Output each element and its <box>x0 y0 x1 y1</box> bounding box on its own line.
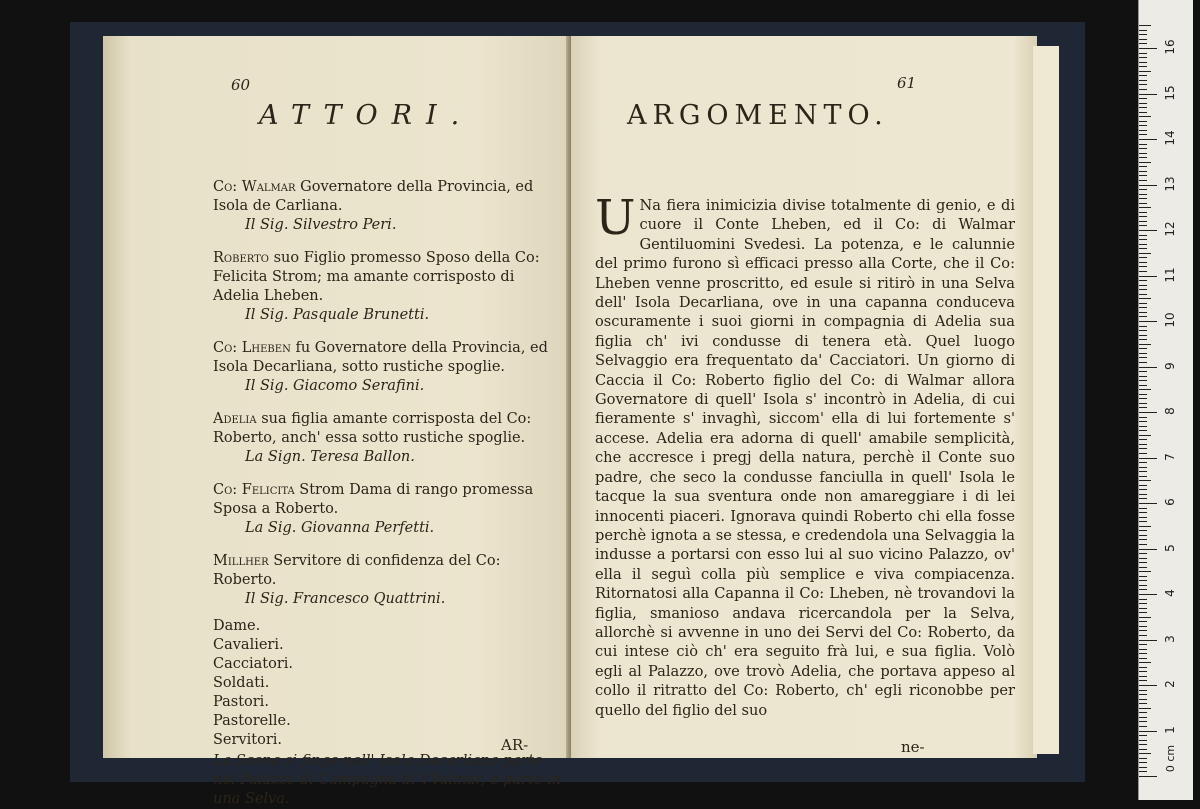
ruler-tick <box>1139 758 1147 759</box>
ruler-tick <box>1139 444 1147 445</box>
ruler-tick <box>1139 348 1147 349</box>
ruler-tick <box>1139 435 1151 436</box>
ruler-tick <box>1139 712 1147 713</box>
ruler-tick <box>1139 57 1147 58</box>
ruler-tick <box>1139 608 1147 609</box>
ruler-tick <box>1139 376 1147 377</box>
actor-name: La Sig. Giovanna Perfetti. <box>245 520 435 536</box>
ruler-tick <box>1139 385 1147 386</box>
cast-entry <box>213 339 563 396</box>
ruler-tick <box>1139 175 1147 176</box>
ruler-tick <box>1139 658 1147 659</box>
ruler-tick <box>1139 207 1151 208</box>
cast-role <box>213 481 563 519</box>
ruler-tick <box>1139 776 1157 777</box>
ruler-tick <box>1139 298 1151 299</box>
ruler-tick <box>1139 589 1147 590</box>
ruler-tick <box>1139 467 1147 468</box>
catchword-left: AR- <box>501 736 529 754</box>
ruler-tick <box>1139 253 1151 254</box>
ruler-tick <box>1139 148 1147 149</box>
ruler-tick <box>1139 685 1157 686</box>
ruler-tick <box>1139 476 1147 477</box>
ruler-tick <box>1139 30 1147 31</box>
ruler-tick <box>1139 448 1147 449</box>
ruler-tick <box>1139 398 1147 399</box>
ruler-tick <box>1139 53 1147 54</box>
ruler-tick <box>1139 171 1147 172</box>
ruler-tick <box>1139 225 1147 226</box>
right-page <box>571 36 1037 758</box>
ruler-tick <box>1139 699 1147 700</box>
ruler-tick <box>1139 130 1147 131</box>
ruler-tick <box>1139 753 1151 754</box>
ruler-tick <box>1139 357 1147 358</box>
drop-cap: U <box>595 190 636 246</box>
ruler-tick <box>1139 371 1147 372</box>
ruler-tick <box>1139 144 1147 145</box>
ruler-tick <box>1139 480 1151 481</box>
ruler-tick <box>1139 680 1147 681</box>
ruler-tick <box>1139 726 1147 727</box>
minor-roles <box>213 617 563 750</box>
ruler-tick <box>1139 471 1147 472</box>
ruler-tick <box>1139 562 1147 563</box>
ruler-tick <box>1139 640 1157 641</box>
left-page <box>103 36 571 807</box>
character-name: Roberto <box>213 250 269 266</box>
page-number-left: 60 <box>231 76 251 94</box>
ruler-tick <box>1139 43 1147 44</box>
ruler-tick <box>1139 530 1147 531</box>
ruler-label: 4 <box>1163 589 1177 597</box>
ruler-tick <box>1139 567 1147 568</box>
ruler-tick <box>1139 458 1157 459</box>
ruler-tick <box>1139 394 1147 395</box>
ruler-tick <box>1139 280 1147 281</box>
ruler-tick <box>1139 335 1147 336</box>
ruler-tick <box>1139 303 1147 304</box>
ruler-label: 15 <box>1163 84 1177 101</box>
ruler-tick <box>1139 644 1147 645</box>
minor-role: Pastorelle. <box>213 713 291 729</box>
ruler-tick <box>1139 321 1157 322</box>
ruler-tick <box>1139 203 1147 204</box>
ruler-tick <box>1139 94 1157 95</box>
ruler-tick <box>1139 576 1147 577</box>
ruler-tick <box>1139 312 1147 313</box>
page-number-right: 61 <box>897 74 917 92</box>
ruler-tick <box>1139 735 1147 736</box>
cast-role <box>213 410 563 448</box>
ruler-tick <box>1139 216 1147 217</box>
ruler-label: 1 <box>1163 725 1177 734</box>
ruler-tick <box>1139 521 1147 522</box>
ruler-tick <box>1139 289 1147 290</box>
ruler-tick <box>1139 66 1147 67</box>
ruler-tick <box>1139 426 1147 427</box>
ruler-label: 13 <box>1163 175 1177 192</box>
ruler-tick <box>1139 116 1151 117</box>
ruler-tick <box>1139 626 1147 627</box>
ruler-tick <box>1139 62 1147 63</box>
ruler-label: 11 <box>1163 266 1177 283</box>
ruler-tick <box>1139 276 1157 277</box>
ruler-tick <box>1139 403 1147 404</box>
ruler-tick <box>1139 98 1147 99</box>
ruler-tick <box>1139 603 1147 604</box>
ruler-tick <box>1139 462 1147 463</box>
ruler-tick <box>1139 25 1151 26</box>
ruler-tick <box>1139 407 1147 408</box>
ruler-tick <box>1139 389 1151 390</box>
ruler-tick <box>1139 212 1147 213</box>
ruler-tick <box>1139 503 1157 504</box>
ruler-unit: 0 cm <box>1164 744 1178 773</box>
ruler-tick <box>1139 285 1147 286</box>
ruler-tick <box>1139 508 1147 509</box>
ruler-tick <box>1139 326 1147 327</box>
ruler-tick <box>1139 353 1147 354</box>
actor-name: Il Sig. Giacomo Serafini. <box>245 378 425 394</box>
cast-entry <box>213 178 563 235</box>
catchword-right: ne- <box>901 738 925 756</box>
ruler-tick <box>1139 635 1147 636</box>
ruler-tick <box>1139 421 1147 422</box>
actor-name: Il Sig. Silvestro Peri. <box>245 217 397 233</box>
measuring-ruler <box>1138 0 1193 800</box>
ruler-tick <box>1139 230 1157 231</box>
ruler-tick <box>1139 717 1147 718</box>
ruler-tick <box>1139 121 1147 122</box>
ruler-tick <box>1139 84 1147 85</box>
ruler-tick <box>1139 198 1147 199</box>
character-name: Co: Walmar <box>213 179 296 195</box>
ruler-tick <box>1139 621 1147 622</box>
ruler-tick <box>1139 380 1147 381</box>
page-heading-argomento: ARGOMENTO. <box>627 100 889 131</box>
ruler-tick <box>1139 235 1147 236</box>
ruler-tick <box>1139 362 1147 363</box>
ruler-tick <box>1139 580 1147 581</box>
minor-role: Pastori. <box>213 694 269 710</box>
ruler-tick <box>1139 653 1147 654</box>
ruler-tick <box>1139 125 1147 126</box>
ruler-tick <box>1139 412 1157 413</box>
character-description: Servitore di confidenza del Co: Roberto. <box>213 553 501 588</box>
ruler-tick <box>1139 417 1147 418</box>
minor-role: Cacciatori. <box>213 656 293 672</box>
ruler-tick <box>1139 767 1147 768</box>
character-description: sua figlia amante corrisposta del Co: Roberto, anch' essa sotto rustiche spoglie. <box>213 411 532 446</box>
ruler-tick <box>1139 189 1147 190</box>
ruler-tick <box>1139 594 1157 595</box>
ruler-tick <box>1139 48 1157 49</box>
cast-list <box>213 178 563 809</box>
ruler-tick <box>1139 107 1147 108</box>
ruler-tick <box>1139 266 1147 267</box>
ruler-tick <box>1139 526 1151 527</box>
ruler-label: 12 <box>1163 221 1177 237</box>
ruler-tick <box>1139 221 1147 222</box>
ruler-tick <box>1139 617 1151 618</box>
ruler-tick <box>1139 339 1147 340</box>
cast-entry <box>213 552 563 609</box>
ruler-tick <box>1139 690 1147 691</box>
argomento-text: Na fiera inimicizia divise totalmente di genio, e di cuore il Conte Lheben, ed il Co: di Walmar Gentiluomini Svedesi. La potenza, e le calunnie del primo furono sì efficaci presso alla Corte, che il Co: Lheben venne proscritto, ed esule si ritirò in una Selva dell' Isola Decarliana, ove in una capanna conduceva oscuramente i suoi giorni in compagnia di Adelia sua figlia ch' ivi condusse di tenera età. Quel luogo Selvaggio era frequentato da' Cacciatori. Un giorno di Caccia il Co: Roberto figlio del Co: di Walmar allora Governatore di quell' Isola s' incontrò in Adelia, di cui fieramente s' invaghì, siccom' ella di lui fortemente s' accese. Adelia era adorna di quell' amabile semplicità, che accresce i pregj della natura, perchè il Conte suo padre, che seco la condusse fanciulla in quell' Isola le tacque la sua sventura onde non amareggiare i di lei innocenti piaceri. Ignorava quindi Roberto chi ella fosse perchè ignota a se stessa, e credendola una Selvaggia la indusse a portarsi con esso lui al suo vicino Palazzo, ov' ella il seguì colla più semplice e viva compiacenza. Ritornatosi alla Capanna il Co: Lheben, nè trovandovi la figlia, smanioso andava ricercandola per la Selva, allorchè si avvenne in uno dei Servi del Co: Roberto, da cui intese ciò ch' era seguito frà lui, e sua figlia. Volò egli al Palazzo, ove trovò Adelia, che portava appeso al collo il ritratto del Co: Roberto, ch' egli riconobbe per quello del figlio del suo <box>595 197 1015 719</box>
character-description: fu Governatore della Provincia, ed Isola Decarliana, sotto rustiche spoglie. <box>213 340 548 375</box>
ruler-label: 3 <box>1163 634 1177 643</box>
ruler-tick <box>1139 166 1147 167</box>
minor-role: Cavalieri. <box>213 637 284 653</box>
ruler-label: 16 <box>1163 39 1177 55</box>
ruler-tick <box>1139 630 1147 631</box>
ruler-tick <box>1139 439 1147 440</box>
ruler-label: 7 <box>1163 452 1177 461</box>
ruler-tick <box>1139 553 1147 554</box>
ruler-tick <box>1139 599 1147 600</box>
character-name: Millher <box>213 553 269 569</box>
character-name: Co: Felicita <box>213 482 295 498</box>
ruler-tick <box>1139 330 1147 331</box>
ruler-tick <box>1139 749 1147 750</box>
ruler-tick <box>1139 89 1147 90</box>
cast-entry <box>213 249 563 325</box>
ruler-tick <box>1139 162 1151 163</box>
ruler-tick <box>1139 75 1147 76</box>
minor-role: Dame. <box>213 618 261 634</box>
ruler-tick <box>1139 194 1147 195</box>
ruler-label: 6 <box>1163 498 1177 506</box>
ruler-tick <box>1139 549 1157 550</box>
ruler-tick <box>1139 262 1147 263</box>
ruler-tick <box>1139 558 1147 559</box>
ruler-tick <box>1139 239 1147 240</box>
ruler-tick <box>1139 762 1147 763</box>
ruler-tick <box>1139 498 1147 499</box>
ruler-tick <box>1139 244 1147 245</box>
ruler-tick <box>1139 134 1147 135</box>
ruler-tick <box>1139 676 1147 677</box>
cast-role <box>213 339 563 377</box>
character-description: Governatore della Provincia, ed Isola de Carliana. <box>213 179 534 214</box>
ruler-label: 10 <box>1163 312 1177 328</box>
cast-role <box>213 249 563 306</box>
actor-name: La Sign. Teresa Ballon. <box>245 449 415 465</box>
ruler-tick <box>1139 731 1157 732</box>
character-name: Co: Lheben <box>213 340 291 356</box>
minor-role: Soldati. <box>213 675 270 691</box>
ruler-tick <box>1139 667 1147 668</box>
character-name: Adelia <box>213 411 257 427</box>
ruler-tick <box>1139 585 1147 586</box>
cast-entry <box>213 481 563 538</box>
ruler-tick <box>1139 703 1147 704</box>
ruler-tick <box>1139 544 1147 545</box>
ruler-tick <box>1139 367 1157 368</box>
ruler-label: 14 <box>1163 130 1177 146</box>
ruler-tick <box>1139 453 1147 454</box>
ruler-tick <box>1139 316 1147 317</box>
ruler-tick <box>1139 34 1147 35</box>
ruler-tick <box>1139 103 1147 104</box>
ruler-tick <box>1139 740 1147 741</box>
minor-role: Servitori. <box>213 732 283 748</box>
ruler-tick <box>1139 80 1147 81</box>
ruler-tick <box>1139 307 1147 308</box>
ruler-tick <box>1139 571 1151 572</box>
ruler-tick <box>1139 248 1147 249</box>
cast-entry <box>213 410 563 467</box>
ruler-tick <box>1139 662 1151 663</box>
page-edge-flap <box>1033 46 1059 754</box>
ruler-tick <box>1139 294 1147 295</box>
ruler-label: 2 <box>1163 680 1177 688</box>
ruler-label: 5 <box>1163 543 1177 552</box>
ruler-tick <box>1139 344 1151 345</box>
ruler-tick <box>1139 489 1147 490</box>
ruler-tick <box>1139 430 1147 431</box>
character-description: suo Figlio promesso Sposo della Co: Felicita Strom; ma amante corrisposto di Adelia Lheben. <box>213 250 540 304</box>
ruler-tick <box>1139 744 1147 745</box>
page-heading-attori: ATTORI. <box>259 100 474 131</box>
ruler-tick <box>1139 671 1147 672</box>
ruler-tick <box>1139 494 1147 495</box>
actor-name: Il Sig. Francesco Quattrini. <box>245 591 446 607</box>
ruler-tick <box>1139 485 1147 486</box>
character-description: Strom Dama di rango promessa Sposa a Roberto. <box>213 482 534 517</box>
ruler-tick <box>1139 157 1147 158</box>
ruler-tick <box>1139 517 1147 518</box>
ruler-tick <box>1139 539 1147 540</box>
ruler-tick <box>1139 39 1147 40</box>
ruler-tick <box>1139 612 1147 613</box>
argomento-paragraph <box>595 190 1015 720</box>
ruler-tick <box>1139 185 1157 186</box>
ruler-tick <box>1139 512 1147 513</box>
ruler-tick <box>1139 694 1147 695</box>
ruler-tick <box>1139 708 1151 709</box>
ruler-tick <box>1139 71 1151 72</box>
ruler-tick <box>1139 271 1147 272</box>
ruler-tick <box>1139 180 1147 181</box>
ruler-tick <box>1139 257 1147 258</box>
ruler-tick <box>1139 112 1147 113</box>
ruler-tick <box>1139 139 1157 140</box>
cast-role <box>213 552 563 590</box>
ruler-tick <box>1139 649 1147 650</box>
ruler-label: 9 <box>1163 361 1177 370</box>
ruler-tick <box>1139 535 1147 536</box>
scene-note: La Scena si finge nell' Isola Decarliana parte nel Palazzo di Campagna di VValmar, e parte in una Selva. <box>213 753 562 807</box>
ruler-tick <box>1139 153 1147 154</box>
ruler-tick <box>1139 721 1147 722</box>
ruler-label: 8 <box>1163 407 1177 415</box>
actor-name: Il Sig. Pasquale Brunetti. <box>245 307 430 323</box>
ruler-tick <box>1139 771 1147 772</box>
cast-role <box>213 178 563 216</box>
